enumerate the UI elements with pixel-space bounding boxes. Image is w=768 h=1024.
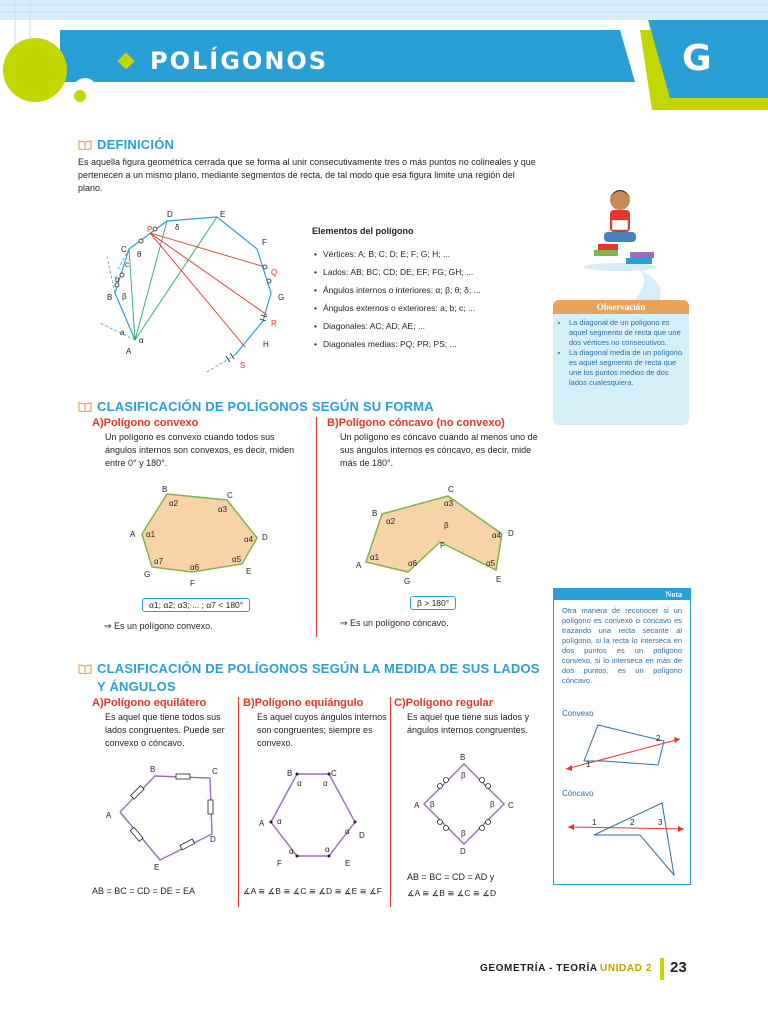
label-F: F — [262, 238, 267, 247]
label-S: S — [240, 361, 246, 370]
divider — [316, 417, 317, 637]
page-title: POLÍGONOS — [150, 47, 329, 75]
header-letter: G — [682, 38, 712, 79]
book-icon — [78, 664, 92, 674]
equilatero-text: Es aquel que tiene todos sus lados congruentes. Puede ser convexo o cóncavo. — [105, 712, 225, 748]
svg-text:G: G — [144, 570, 151, 579]
clasif-lados-title: CLASIFICACIÓN DE POLÍGONOS SEGÚN LA MEDIDA DE SUS LADOS — [97, 661, 540, 676]
nota-convexo-diagram — [564, 721, 684, 775]
book-icon — [78, 140, 92, 150]
svg-text:α: α — [345, 827, 350, 836]
elements-list — [314, 245, 544, 353]
label-alpha: α — [139, 336, 144, 345]
svg-text:α2: α2 — [386, 517, 396, 526]
concavo-title: B)Polígono cóncavo (no convexo) — [327, 417, 505, 429]
svg-text:β: β — [461, 771, 466, 780]
svg-text:2: 2 — [630, 818, 635, 827]
svg-text:α1: α1 — [146, 530, 156, 539]
convexo-formula: α1; α2; α3; ... ; α7 < 180° — [142, 598, 250, 612]
svg-text:F: F — [440, 541, 445, 550]
svg-text:E: E — [496, 575, 502, 584]
svg-text:B: B — [162, 485, 168, 494]
svg-text:G: G — [404, 577, 411, 586]
concavo-conclusion: ⇒ Es un polígono cóncavo. — [340, 618, 449, 628]
svg-text:α5: α5 — [232, 555, 242, 564]
svg-text:α5: α5 — [486, 559, 496, 568]
svg-text:β: β — [490, 800, 495, 809]
convexo-title: A)Polígono convexo — [92, 417, 199, 429]
svg-text:A: A — [130, 530, 136, 539]
svg-text:A: A — [414, 801, 420, 810]
nota-convexo-label: Convexo — [562, 709, 594, 718]
page-number: 23 — [670, 959, 687, 976]
svg-text:3: 3 — [658, 818, 663, 827]
equiangulo-formula: ∡A ≅ ∡B ≅ ∡C ≅ ∡D ≅ ∡E ≅ ∡F — [243, 886, 382, 896]
definicion-title: DEFINICIÓN — [97, 137, 175, 152]
regular-formula-1: AB = BC = CD = AD y — [407, 872, 495, 882]
convexo-text: Un polígono es convexo cuando todos sus ángulos internos son convexos, es decir, miden entre 0° y 180°. — [105, 432, 295, 468]
label-Q: Q — [271, 268, 278, 277]
label-c: c — [125, 260, 129, 269]
svg-text:α6: α6 — [408, 559, 418, 568]
svg-text:B: B — [460, 753, 466, 762]
equiangulo-text: Es aquel cuyos ángulos internos son congruentes; siempre es convexo. — [257, 712, 387, 748]
svg-text:2: 2 — [656, 734, 661, 743]
convex-polygon-diagram — [122, 482, 272, 592]
convexo-conclusion: ⇒ Es un polígono convexo. — [104, 621, 213, 631]
element-diagonales-medias: • Diagonales medias: PQ; PR; PS; ... — [314, 335, 544, 353]
observacion-list — [553, 314, 689, 394]
label-A: A — [126, 347, 132, 356]
svg-text:B: B — [372, 509, 378, 518]
label-E: E — [220, 210, 226, 219]
book-icon — [78, 402, 92, 412]
label-b: b — [115, 275, 120, 284]
label-H: H — [263, 340, 269, 349]
clasif-lados-title-2: Y ÁNGULOS — [97, 679, 176, 694]
svg-text:α2: α2 — [169, 499, 179, 508]
svg-text:A: A — [356, 561, 362, 570]
svg-text:β: β — [444, 521, 449, 530]
svg-text:α6: α6 — [190, 563, 200, 572]
regular-formula-2: ∡A ≅ ∡B ≅ ∡C ≅ ∡D — [407, 888, 497, 898]
polygon-elements-diagram — [95, 205, 305, 380]
svg-text:α: α — [297, 779, 302, 788]
concave-polygon-diagram — [352, 482, 522, 592]
element-vertices: • Vértices: A; B; C; D; E; F; G; H; ... — [314, 245, 544, 263]
svg-text:A: A — [259, 819, 265, 828]
nota-text: Otra manera de reconocer si un polígono es convexo o cóncavo es trazando una recta secante al polígono, si la recta lo interseca en dos puntos es un polígono convexo, si lo interseca en más de dos puntos, es un polígono cóncavo. — [562, 606, 682, 685]
svg-text:β: β — [461, 829, 466, 838]
svg-text:F: F — [277, 859, 282, 868]
svg-text:D: D — [262, 533, 268, 542]
svg-text:D: D — [359, 831, 365, 840]
element-angulos-internos: • Ángulos internos o interiores: α; β; θ; δ; ... — [314, 281, 544, 299]
element-lados: • Lados: AB; BC; CD; DE; EF; FG; GH; ... — [314, 263, 544, 281]
nota-concavo-label: Cóncavo — [562, 789, 594, 798]
equilatero-formula: AB = BC = CD = DE = EA — [92, 886, 196, 896]
svg-text:1: 1 — [592, 818, 597, 827]
header — [0, 0, 768, 110]
svg-text:B: B — [287, 769, 293, 778]
svg-text:E: E — [246, 567, 252, 576]
label-B: B — [107, 293, 113, 302]
footer — [480, 958, 700, 982]
nota-box — [553, 588, 691, 885]
element-angulos-externos: • Ángulos externos o exteriores: a; b; c; ... — [314, 299, 544, 317]
svg-text:α: α — [277, 817, 282, 826]
svg-text:α3: α3 — [444, 499, 454, 508]
svg-text:D: D — [508, 529, 514, 538]
svg-text:C: C — [448, 485, 454, 494]
label-P: P — [147, 225, 153, 234]
header-graphic — [0, 0, 768, 110]
svg-text:α4: α4 — [244, 535, 254, 544]
label-a: a — [120, 328, 125, 337]
svg-text:C: C — [331, 769, 337, 778]
svg-text:α3: α3 — [218, 505, 228, 514]
label-theta: θ — [137, 250, 142, 259]
nota-title: Nota — [554, 589, 690, 600]
svg-text:F: F — [190, 579, 195, 588]
svg-text:C: C — [508, 801, 514, 810]
clasif-forma-title: CLASIFICACIÓN DE POLÍGONOS SEGÚN SU FORMA — [97, 399, 434, 414]
observacion-item: • La diagonal media de un polígono es aquel segmento de recta que une los puntos medios de dos lados cualesquiera. — [569, 348, 683, 388]
svg-text:α: α — [325, 845, 330, 854]
svg-text:D: D — [210, 835, 216, 844]
observacion-item: • La diagonal de un polígono es aquel segmento de recta que une dos vértices no consecutivos. — [569, 318, 683, 348]
svg-text:β: β — [430, 800, 435, 809]
equiangular-polygon-diagram — [255, 762, 375, 872]
svg-text:α1: α1 — [370, 553, 380, 562]
svg-text:C: C — [227, 491, 233, 500]
equilateral-polygon-diagram — [100, 762, 230, 872]
observacion-box — [553, 300, 689, 425]
svg-text:1: 1 — [586, 760, 591, 769]
svg-text:α7: α7 — [154, 557, 164, 566]
nota-concavo-diagram — [564, 799, 688, 879]
definicion-text: Es aquella figura geométrica cerrada que se forma al unir consecutivamente tres o más puntos no colineales y que pertenecen a un mismo plano, mediante segmentos de recta, de tal modo que esa figura limite una región del plano. — [78, 157, 536, 193]
label-delta: δ — [175, 223, 180, 232]
concavo-formula: β > 180° — [410, 596, 456, 610]
svg-text:α4: α4 — [492, 531, 502, 540]
concavo-text: Un polígono es cóncavo cuando al menos uno de sus ángulos internos es cóncavo, es decir, mide más de 180°. — [340, 432, 538, 468]
divider — [390, 697, 391, 907]
regular-polygon-diagram — [410, 750, 520, 860]
equilatero-title: A)Polígono equilátero — [92, 697, 207, 709]
regular-text: Es aquel que tiene sus lados y ángulos internos congruentes. — [407, 712, 530, 735]
observacion-title: Observación — [553, 300, 689, 314]
svg-text:D: D — [460, 847, 466, 856]
svg-text:B: B — [150, 765, 156, 774]
speech-tail — [630, 270, 670, 302]
label-D: D — [167, 210, 173, 219]
svg-text:α: α — [289, 847, 294, 856]
label-beta: β — [122, 292, 127, 301]
svg-text:C: C — [212, 767, 218, 776]
svg-text:E: E — [345, 859, 351, 868]
regular-title: C)Polígono regular — [394, 697, 493, 709]
footer-unit: UNIDAD 2 — [600, 963, 653, 974]
svg-text:A: A — [106, 811, 112, 820]
label-C: C — [121, 245, 127, 254]
equiangulo-title: B)Polígono equiángulo — [243, 697, 364, 709]
footer-subject: GEOMETRÍA - TEORÍA — [480, 963, 598, 974]
svg-text:E: E — [154, 863, 160, 872]
student-reading-illustration — [580, 182, 660, 272]
label-G: G — [278, 293, 285, 302]
element-diagonales: • Diagonales: AC; AD; AE; ... — [314, 317, 544, 335]
svg-text:α: α — [323, 779, 328, 788]
label-R: R — [271, 319, 277, 328]
footer-bar — [660, 958, 664, 980]
divider — [238, 697, 239, 907]
elements-title: Elementos del polígono — [312, 226, 414, 236]
